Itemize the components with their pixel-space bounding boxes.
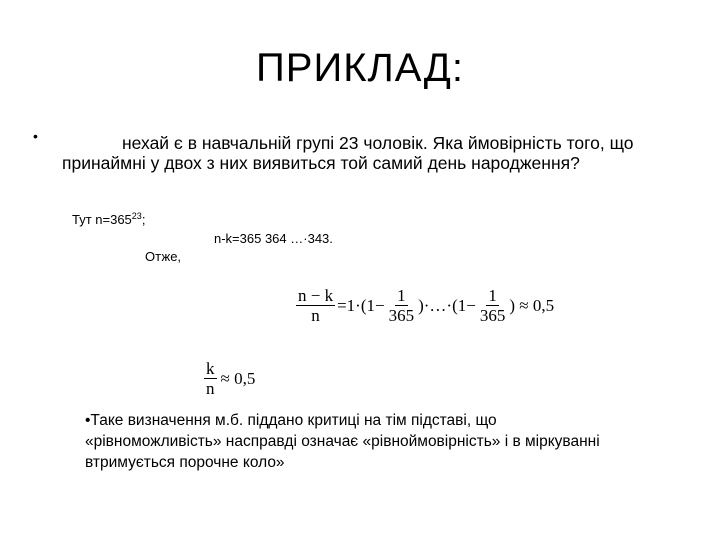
approximation-formula	[204, 356, 257, 402]
problem-statement: нехай є в навчальній групі 23 чоловік. Яка ймовірність того, що принаймні у двох з них виявиться той самий день народження?	[62, 133, 634, 173]
given-n-exponent: 23	[131, 211, 142, 221]
n-denominator: n	[206, 378, 215, 398]
therefore-label: Отже,	[145, 249, 182, 264]
given-n	[72, 211, 145, 227]
lhs-denominator: n	[311, 305, 320, 325]
probability-formula	[296, 284, 556, 328]
bullet-icon: •	[33, 128, 38, 144]
approximation-rhs: ≈ 0,5	[220, 369, 256, 388]
given-n-suffix: ;	[141, 212, 146, 227]
last-factor-fraction	[478, 287, 508, 326]
formula-eq-part: =1·(1−	[337, 296, 385, 315]
last-factor-denominator: 365	[479, 305, 506, 325]
critique-note: •Таке визначення м.б. піддано критиці на тім підставі, що «рівноможливість» насправді означає «рівноймовірність» і в міркуванні втримується порочне коло»	[85, 412, 600, 471]
k-numerator: k	[206, 358, 215, 378]
given-n-prefix: Тут n=365	[72, 212, 132, 227]
first-factor-fraction	[387, 287, 417, 326]
first-factor-numerator: 1	[397, 285, 406, 305]
first-factor-denominator: 365	[388, 305, 415, 325]
given-nk: n-k=365 364 …·343.	[214, 231, 333, 246]
k-over-n-fraction	[204, 360, 217, 399]
lhs-fraction	[296, 287, 335, 326]
slide-title: ПРИКЛАД:	[256, 46, 464, 90]
lhs-numerator: n − k	[298, 285, 334, 305]
formula-mid-part: )·…·(1−	[418, 296, 476, 315]
formula-end-part: ) ≈ 0,5	[509, 296, 555, 315]
last-factor-numerator: 1	[488, 285, 497, 305]
